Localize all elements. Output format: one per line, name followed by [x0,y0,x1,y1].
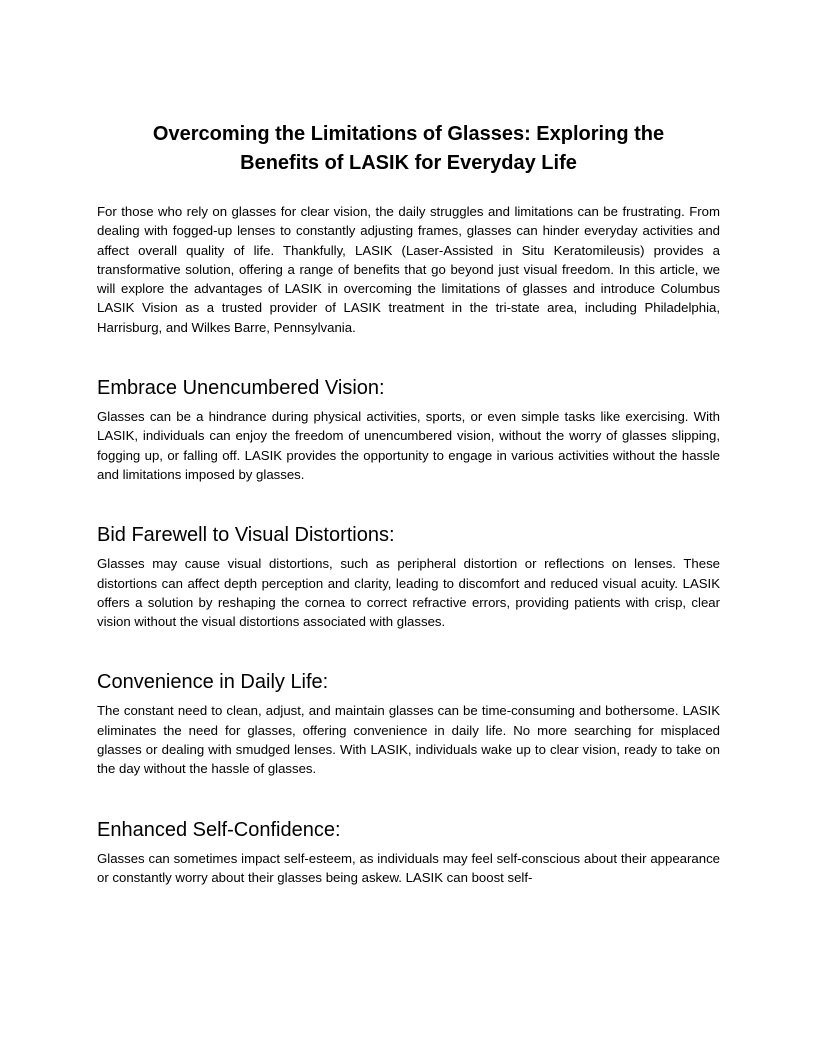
section-bid-farewell-to-visual-distortions [97,522,720,631]
section-enhanced-self-confidence [97,817,720,888]
section-heading: Enhanced Self-Confidence: [97,818,341,841]
section-paragraph: The constant need to clean, adjust, and maintain glasses can be time-consuming and bothersome. LASIK eliminates the need for glasses, offering convenience in daily life. No more searching for misplaced glasses or dealing with smudged lenses. With LASIK, individuals wake up to clear vision, ready to take on the day without the hassle of glasses. [97,703,720,777]
section-paragraph: Glasses may cause visual distortions, such as peripheral distortion or reflections on lenses. These distortions can affect depth perception and clarity, leading to discomfort and reduced visual acuity. LASIK offers a solution by reshaping the cornea to correct refractive errors, providing patients with crisp, clear vision without the visual distortions associated with glasses. [97,556,720,630]
section-embrace-unencumbered-vision [97,375,720,484]
document-title-line-1: Overcoming the Limitations of Glasses: Exploring the [152,123,665,145]
section-paragraph: Glasses can be a hindrance during physical activities, sports, or even simple tasks like exercising. With LASIK, individuals can enjoy the freedom of unencumbered vision, without the worry of glasses slipping, fogging up, or falling off. LASIK provides the opportunity to engage in various activities without the hassle and limitations imposed by glasses. [97,409,720,482]
document-title [97,118,720,178]
section-heading: Convenience in Daily Life: [97,671,329,694]
document-page [97,118,720,887]
intro-paragraph: For those who rely on glasses for clear vision, the daily struggles and limitations can be frustrating. From dealing with fogged-up lenses to constantly adjusting frames, glasses can hinder everyday activities and affect overall quality of life. Thankfully, LASIK (Laser-Assisted in Situ Keratomileusis) provides a transformative solution, offering a range of benefits that go beyond just visual freedom. In this article, we will explore the advantages of LASIK in overcoming the limitations of glasses and introduce Columbus LASIK Vision as a trusted provider of LASIK treatment in the tri-state area, including Philadelphia, Harrisburg, and Wilkes Barre, Pennsylvania. [97,204,720,335]
section-convenience-in-daily-life [97,669,720,778]
section-heading: Embrace Unencumbered Vision: [97,377,385,400]
section-paragraph: Glasses can sometimes impact self-esteem, as individuals may feel self-conscious about their appearance or constantly worry about their glasses being askew. LASIK can boost self- [97,850,720,885]
section-heading: Bid Farewell to Visual Distortions: [97,524,395,547]
document-title-line-2: Benefits of LASIK for Everyday Life [240,152,577,174]
